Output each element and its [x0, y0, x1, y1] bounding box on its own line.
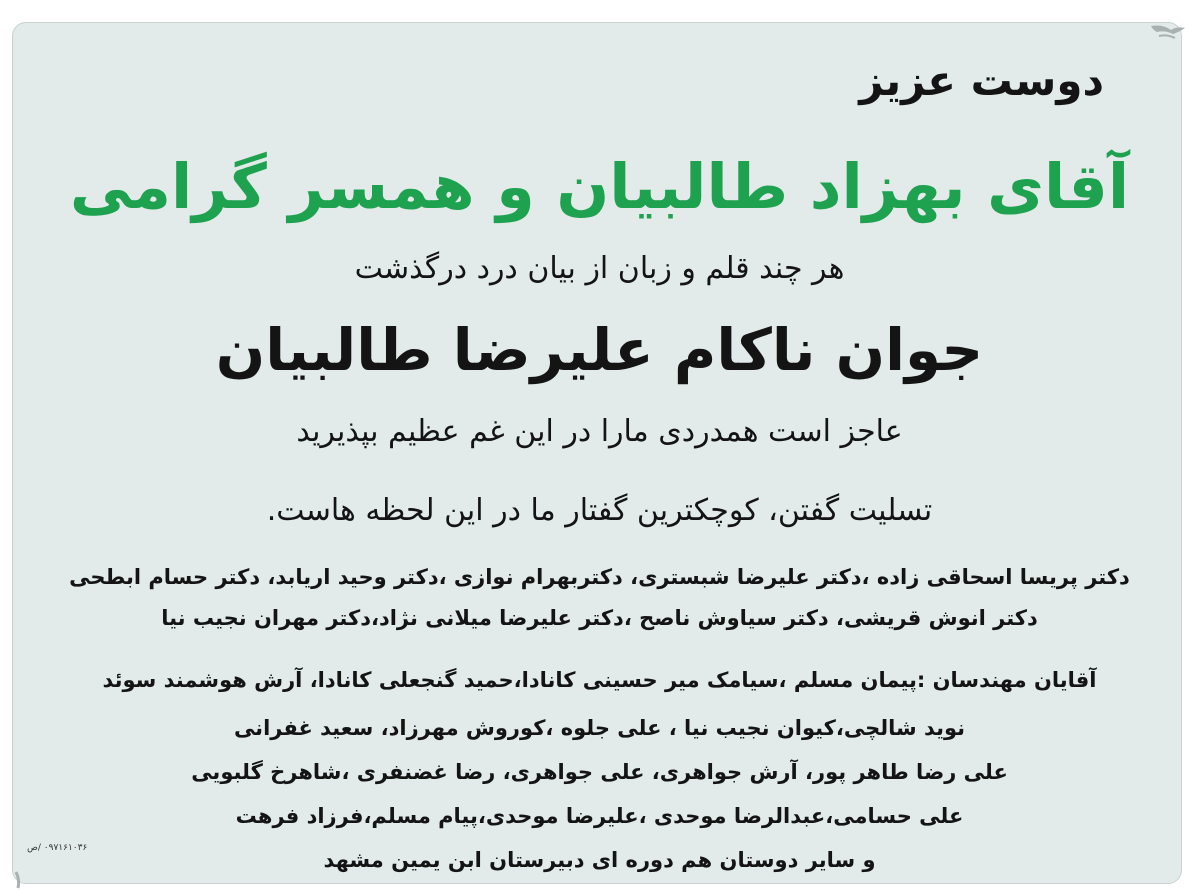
signers-engineers-line: علی حسامی،عبدالرضا موحدی ،علیرضا موحدی،پیام مسلم،فرزاد فرهت: [235, 804, 964, 828]
signers-engineers-line: نوید شالچی،کیوان نجیب نیا ، علی جلوه ،کوروش مهرزاد، سعید غفرانی: [233, 716, 966, 740]
sympathy-line: عاجز است همدردی مارا در این غم عظیم بپذیرید: [296, 414, 903, 449]
ad-code: ۰۹۷۱۶۱۰۳۶ /ص: [27, 843, 88, 853]
condolence-line: تسلیت گفتن، کوچکترین گفتار ما در این لحظه هاست.: [266, 493, 933, 528]
signers-engineers-line: علی رضا طاهر پور، آرش جواهری، علی جواهری، رضا غضنفری ،شاهرخ گلبویی: [191, 760, 1008, 784]
signers-engineers-line: آقایان مهندسان :پیمان مسلم ،سیامک میر حسینی کانادا،حمید گنجعلی کانادا، آرش هوشمند سوئد: [102, 668, 1097, 692]
addressee-name: آقای بهزاد طالبیان و همسر گرامی: [69, 150, 1130, 223]
signers-doctors-line: دکتر پریسا اسحاقی زاده ،دکتر علیرضا شبستری، دکتربهرام نوازی ،دکتر وحید اریابد، دکتر حسام ابطحی: [69, 565, 1130, 589]
signers-friends-line: و سایر دوستان هم دوره ای دبیرستان ابن یمین مشهد: [323, 848, 876, 872]
salutation: دوست عزیز: [859, 56, 1104, 105]
signers-doctors-line: دکتر انوش قریشی، دکتر سیاوش ناصح ،دکتر علیرضا میلانی نژاد،دکتر مهران نجیب نیا: [161, 606, 1038, 630]
intro-line: هر چند قلم و زبان از بیان درد درگذشت: [354, 251, 845, 286]
deceased-name: جوان ناکام علیرضا طالبیان: [215, 316, 984, 384]
corner-ornament-icon: [1149, 22, 1189, 44]
